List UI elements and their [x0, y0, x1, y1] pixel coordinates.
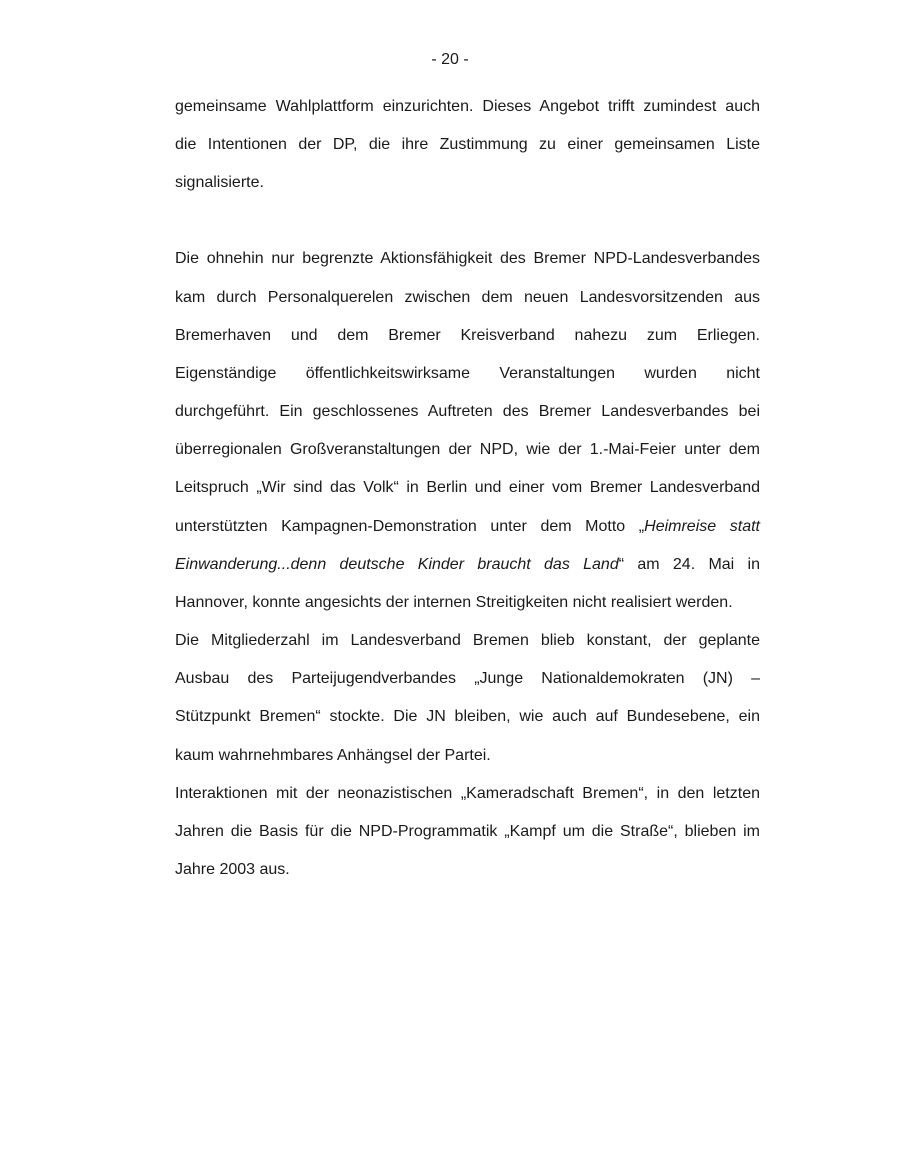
page-number: - 20 - [431, 51, 469, 68]
paragraph-1-line-3: signalisierte. [175, 174, 264, 191]
paragraph-4-line-3: Jahre 2003 aus. [175, 861, 290, 878]
paragraph-2-line-2: kam durch Personalquerelen zwischen dem neuen Landesvorsitzenden aus [175, 289, 760, 306]
motto-italic-part-2: Einwanderung...denn deutsche Kinder braucht das Land [175, 556, 619, 573]
paragraph-2-line-8 [175, 516, 760, 538]
paragraph-2-line-7: Leitspruch „Wir sind das Volk“ in Berlin und einer vom Bremer Landesverband [175, 479, 760, 496]
paragraph-2-line-4: Eigenständige öffentlichkeitswirksame Veranstaltungen wurden nicht [175, 365, 760, 382]
paragraph-2-line-3: Bremerhaven und dem Bremer Kreisverband nahezu zum Erliegen. [175, 327, 760, 344]
paragraph-2-line-1: Die ohnehin nur begrenzte Aktionsfähigkeit des Bremer NPD-Landesverbandes [175, 250, 760, 267]
paragraph-4-line-2: Jahren die Basis für die NPD-Programmatik „Kampf um die Straße“, blieben im [175, 823, 760, 840]
paragraph-2-line-5: durchgeführt. Ein geschlossenes Auftreten des Bremer Landesverbandes bei [175, 403, 760, 420]
paragraph-2-line-9 [175, 554, 760, 576]
paragraph-2-line-6: überregionalen Großveranstaltungen der NPD, wie der 1.-Mai-Feier unter dem [175, 441, 760, 458]
paragraph-4-line-1: Interaktionen mit der neonazistischen „Kameradschaft Bremen“, in den letzten [175, 785, 760, 802]
paragraph-1-line-2: die Intentionen der DP, die ihre Zustimmung zu einer gemeinsamen Liste [175, 136, 760, 153]
paragraph-2-line-10: Hannover, konnte angesichts der internen Streitigkeiten nicht realisiert werden. [175, 594, 733, 611]
paragraph-3-line-4: kaum wahrnehmbares Anhängsel der Partei. [175, 747, 491, 764]
paragraph-1-line-1: gemeinsame Wahlplattform einzurichten. Dieses Angebot trifft zumindest auch [175, 98, 760, 115]
paragraph-3-line-2: Ausbau des Parteijugendverbandes „Junge Nationaldemokraten (JN) – [175, 670, 760, 687]
paragraph-3-line-1: Die Mitgliederzahl im Landesverband Bremen blieb konstant, der geplante [175, 632, 760, 649]
line-9-suffix: “ am 24. Mai in [618, 556, 761, 573]
paragraph-3-line-3: Stützpunkt Bremen“ stockte. Die JN bleiben, wie auch auf Bundesebene, ein [175, 708, 760, 725]
motto-italic-part-1: Heimreise statt [644, 518, 760, 535]
line-8-prefix: unterstützten Kampagnen-Demonstration unter dem Motto „ [175, 518, 645, 535]
